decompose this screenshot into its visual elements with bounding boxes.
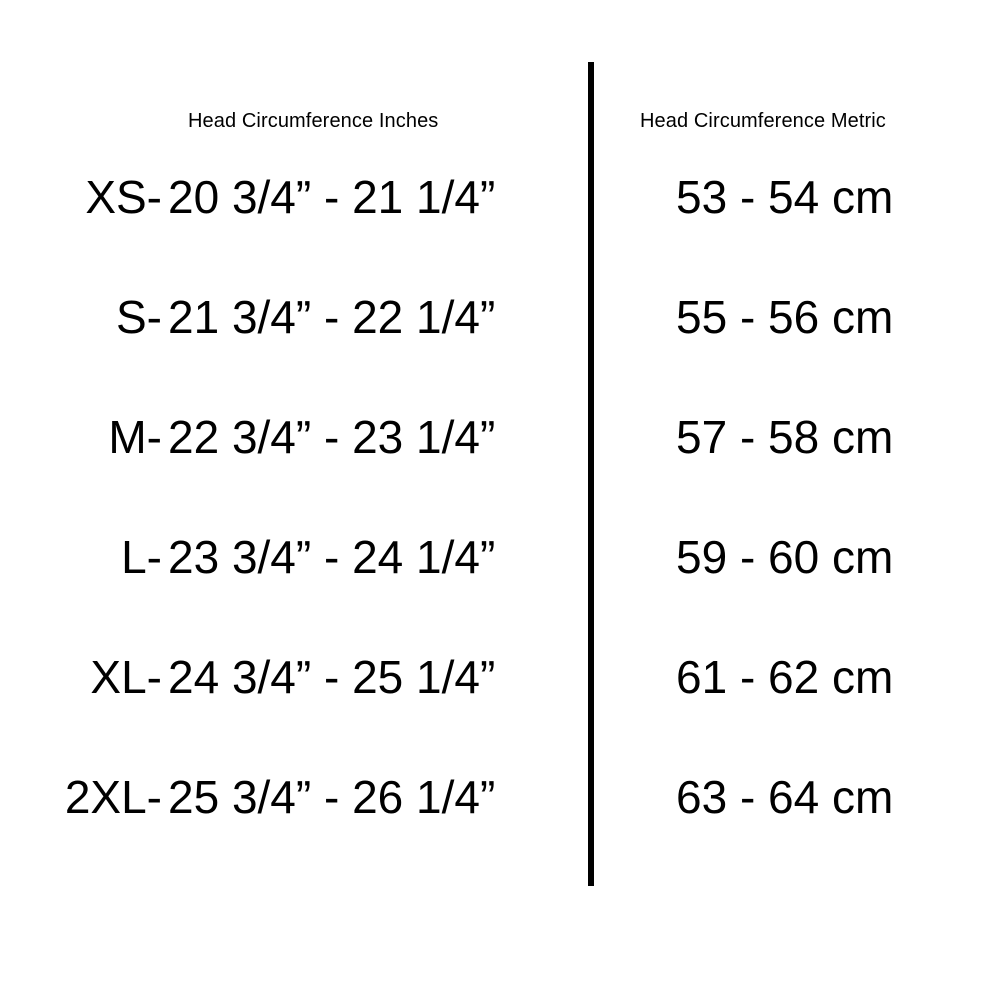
metric-value: 53 - 54 cm [676, 171, 894, 223]
column-header-inches: Head Circumference Inches [188, 110, 439, 132]
size-label: M- [108, 411, 162, 463]
inches-value: 25 3/4” - 26 1/4” [168, 771, 496, 823]
table-row [0, 648, 1000, 768]
metric-value: 61 - 62 cm [676, 651, 894, 703]
size-label: XL- [90, 651, 162, 703]
table-row [0, 768, 1000, 888]
inches-value: 21 3/4” - 22 1/4” [168, 291, 496, 343]
table-body [0, 168, 1000, 888]
table-row [0, 168, 1000, 288]
table-row [0, 408, 1000, 528]
table-row [0, 528, 1000, 648]
size-label: 2XL- [64, 771, 162, 823]
column-header-metric: Head Circumference Metric [640, 110, 886, 132]
size-label: XS- [85, 171, 162, 223]
metric-value: 63 - 64 cm [676, 771, 894, 823]
size-label: L- [121, 531, 162, 583]
inches-value: 23 3/4” - 24 1/4” [168, 531, 496, 583]
inches-value: 20 3/4” - 21 1/4” [168, 171, 496, 223]
inches-value: 22 3/4” - 23 1/4” [168, 411, 496, 463]
metric-value: 55 - 56 cm [676, 291, 894, 343]
table-row [0, 288, 1000, 408]
table-header-row [0, 110, 1000, 140]
size-label: S- [116, 291, 162, 343]
metric-value: 57 - 58 cm [676, 411, 894, 463]
inches-value: 24 3/4” - 25 1/4” [168, 651, 496, 703]
metric-value: 59 - 60 cm [676, 531, 894, 583]
